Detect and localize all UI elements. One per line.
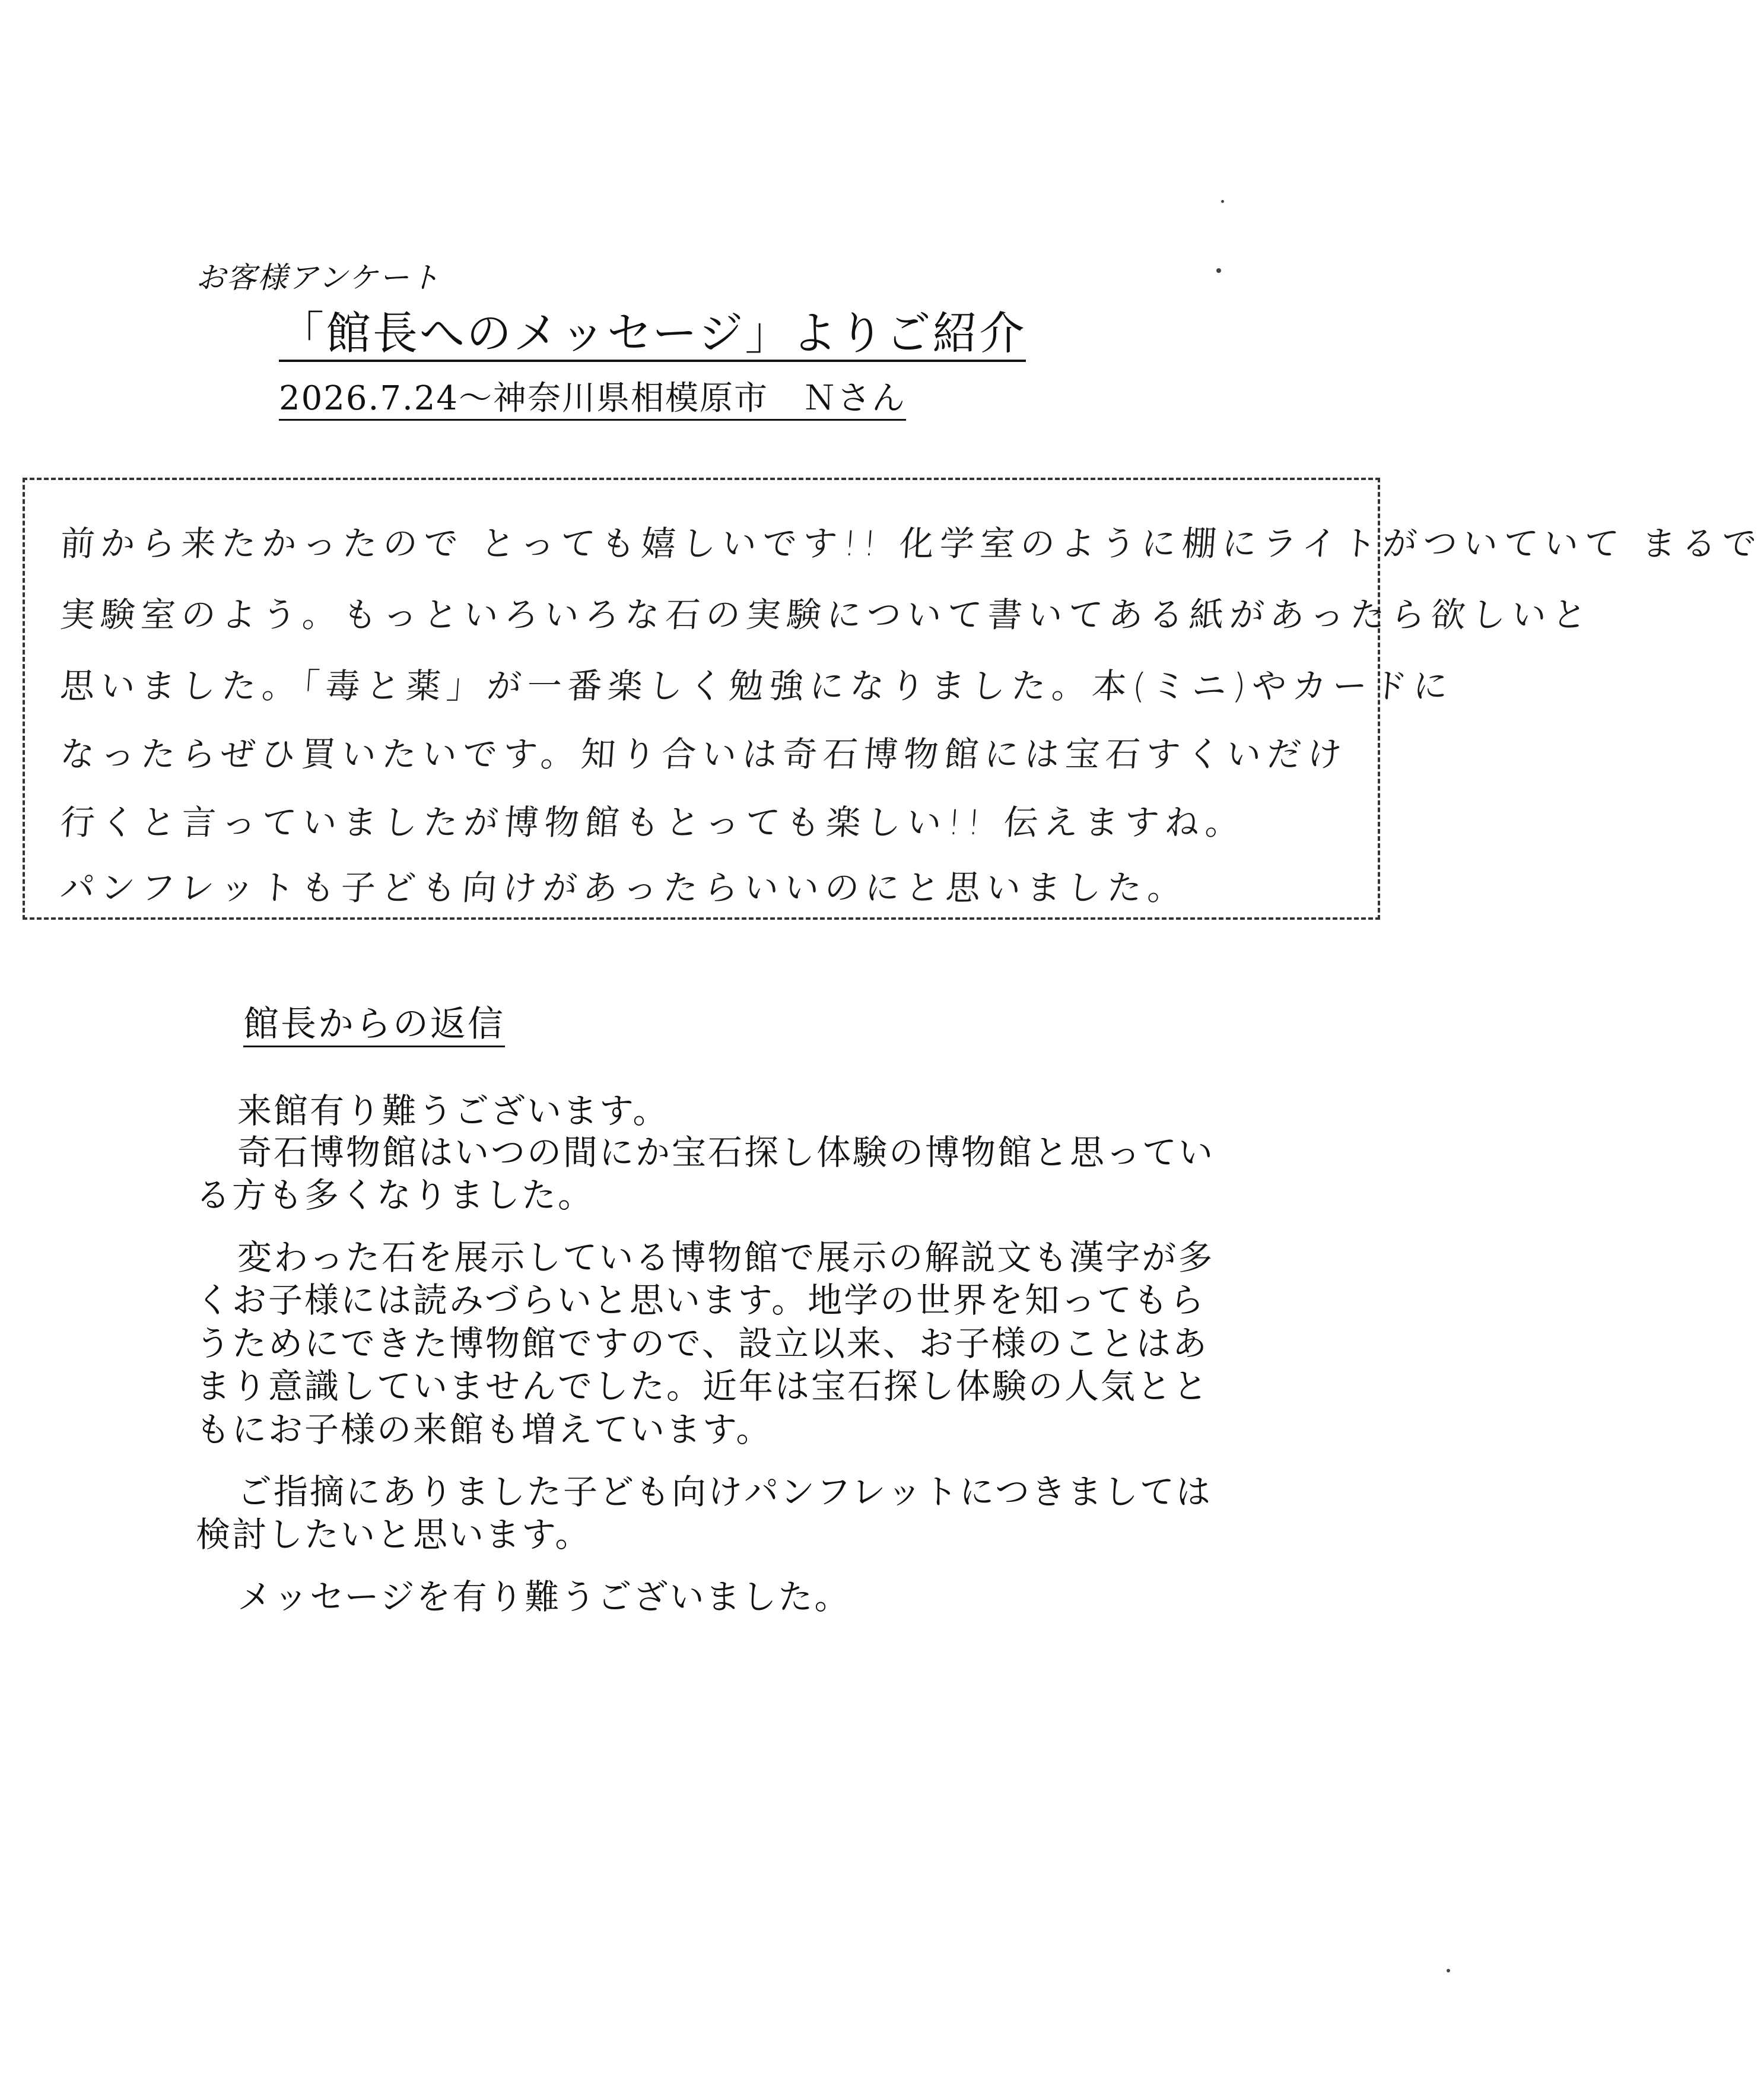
handwritten-line: なったらぜひ買いたいです。知り合いは奇石博物館には宝石すくいだけ	[59, 734, 1349, 774]
handwritten-line: 行くと言っていましたが博物館もとっても楽しい!! 伝えますね。	[59, 802, 1247, 843]
reply-line: ご指摘にありました子ども向けパンフレットにつきましては	[237, 1472, 1212, 1512]
reply-line: 奇石博物館はいつの間にか宝石探し体験の博物館と思ってい	[237, 1132, 1215, 1173]
handwritten-line: パンフレットも子ども向けがあったらいいのにと思いました。	[59, 868, 1190, 908]
scan-speck	[1221, 200, 1224, 203]
reply-line: る方も多くなりました。	[196, 1175, 595, 1215]
page-title: 「館長へのメッセージ」よりご紹介	[279, 309, 1026, 362]
handwritten-line: 前から来たかったので とっても嬉しいです!! 化学室のように棚にライトがついていて まるで	[59, 523, 1764, 564]
reply-line: メッセージを有り難うございました。	[237, 1577, 851, 1617]
handwritten-line: 思いました。「毒と薬」が一番楽しく勉強になりました。本(ミニ)やカードに	[59, 666, 1455, 706]
survey-label: お客様アンケート	[196, 260, 441, 295]
reply-line: 変わった石を展示している博物館で展示の解説文も漢字が多	[237, 1237, 1215, 1278]
handwritten-message-box	[23, 478, 1764, 920]
reply-line: もにお子様の来館も増えています。	[196, 1409, 773, 1450]
reply-line: 来館有り難うございます。	[237, 1091, 669, 1131]
reply-line: うためにできた博物館ですので、設立以来、お子様のことはあ	[196, 1323, 1209, 1364]
reply-line: 検討したいと思います。	[196, 1514, 592, 1555]
scan-speck	[1447, 1969, 1450, 1972]
reply-line: まり意識していませんでした。近年は宝石探し体験の人気とと	[196, 1366, 1210, 1406]
date-location-line: 2026.7.24～神奈川県相模原市 Ｎさん	[279, 380, 906, 421]
reply-line: くお子様には読みづらいと思います。地学の世界を知ってもら	[196, 1280, 1206, 1320]
handwritten-line: 実験室のよう。もっといろいろな石の実験について書いてある紙があったら欲しいと	[59, 595, 1594, 635]
reply-heading: 館長からの返信	[243, 1003, 505, 1047]
scan-speck	[1216, 268, 1221, 273]
